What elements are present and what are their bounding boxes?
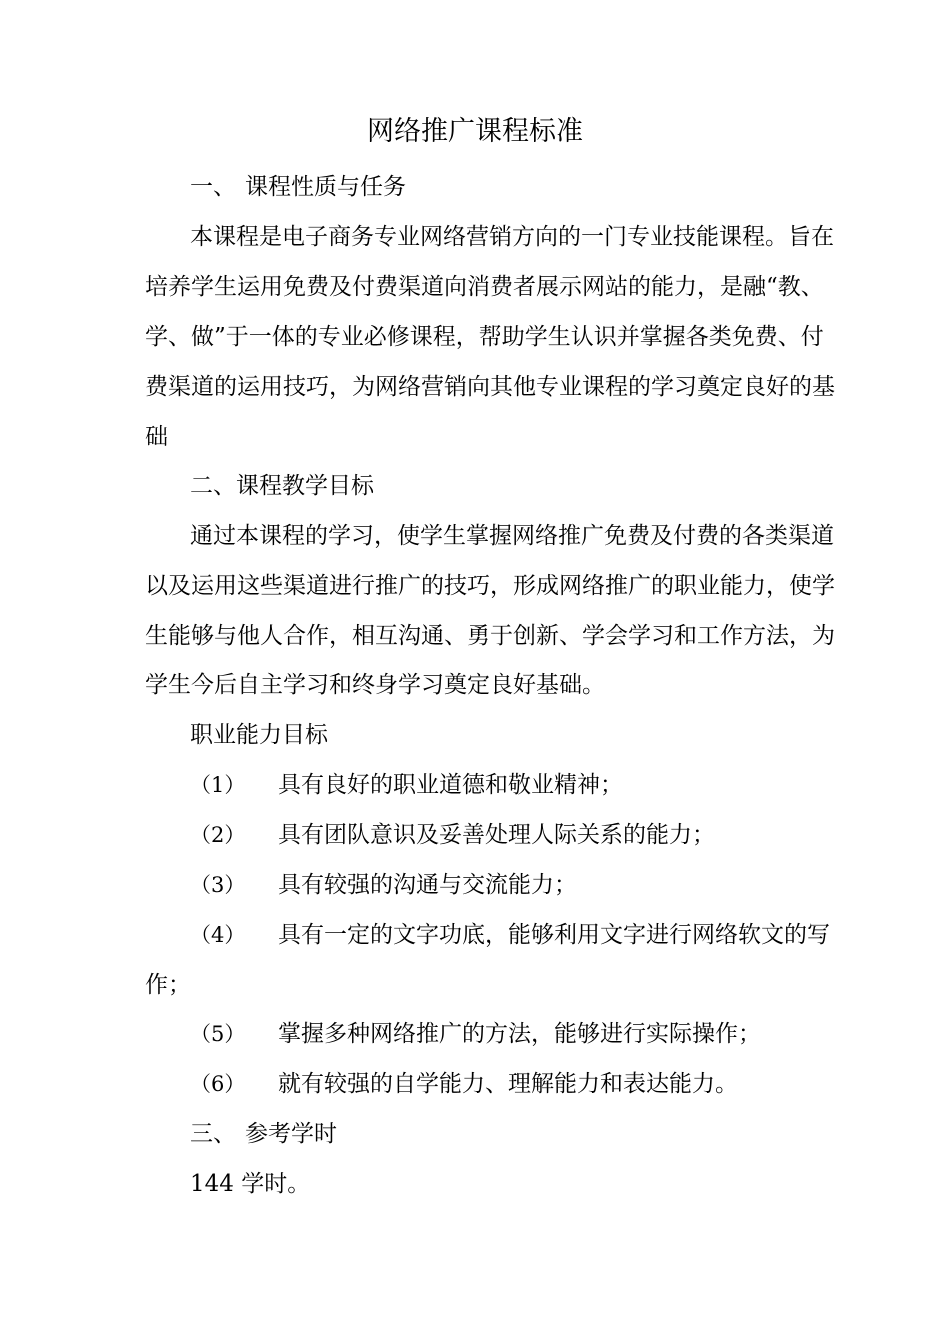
list-item-number: （2） (190, 823, 246, 847)
section2-line-2: 以及运用这些渠道进行推广的技巧，形成网络推广的职业能力，使学 (145, 573, 835, 599)
section2-heading: 二、课程教学目标 (190, 473, 374, 499)
list-item-number: （4） (190, 923, 246, 947)
list-item-number: （6） (190, 1072, 246, 1096)
list-item-number: （1） (190, 773, 246, 797)
section1-line-3: 学、做”于一体的专业必修课程，帮助学生认识并掌握各类免费、付 (145, 324, 824, 350)
section1-heading: 课程性质与任务 (245, 174, 406, 200)
list-item-text: 掌握多种网络推广的方法，能够进行实际操作； (278, 1021, 761, 1047)
section1-line-5: 础 (145, 424, 168, 450)
list-item-continuation: 作； (145, 972, 191, 998)
section2-line-1: 通过本课程的学习，使学生掌握网络推广免费及付费的各类渠道 (190, 523, 834, 549)
section1-number: 一、 (190, 174, 236, 200)
section2-line-4: 学生今后自主学习和终身学习奠定良好基础。 (145, 672, 605, 698)
list-item-text: 具有一定的文字功底，能够利用文字进行网络软文的写 (278, 922, 830, 948)
section2-subheading: 职业能力目标 (190, 722, 328, 748)
section3-body: 144 学时。 (190, 1171, 311, 1197)
section3-heading: 参考学时 (245, 1121, 337, 1147)
section3-number: 三、 (190, 1121, 236, 1147)
section1-line-1: 本课程是电子商务专业网络营销方向的一门专业技能课程。旨在 (190, 224, 834, 250)
section2-line-3: 生能够与他人合作，相互沟通、勇于创新、学会学习和工作方法，为 (145, 623, 835, 649)
section1-line-4: 费渠道的运用技巧，为网络营销向其他专业课程的学习奠定良好的基 (145, 374, 835, 400)
list-item-text: 具有较强的沟通与交流能力； (278, 872, 577, 898)
list-item-number: （5） (190, 1022, 246, 1046)
list-item-text: 就有较强的自学能力、理解能力和表达能力。 (278, 1071, 738, 1097)
section1-line-2: 培养学生运用免费及付费渠道向消费者展示网站的能力，是融“教、 (145, 274, 824, 300)
list-item-number: （3） (190, 873, 246, 897)
list-item-text: 具有团队意识及妥善处理人际关系的能力； (278, 822, 715, 848)
list-item-text: 具有良好的职业道德和敬业精神； (278, 772, 623, 798)
document-title: 网络推广课程标准 (367, 116, 583, 147)
